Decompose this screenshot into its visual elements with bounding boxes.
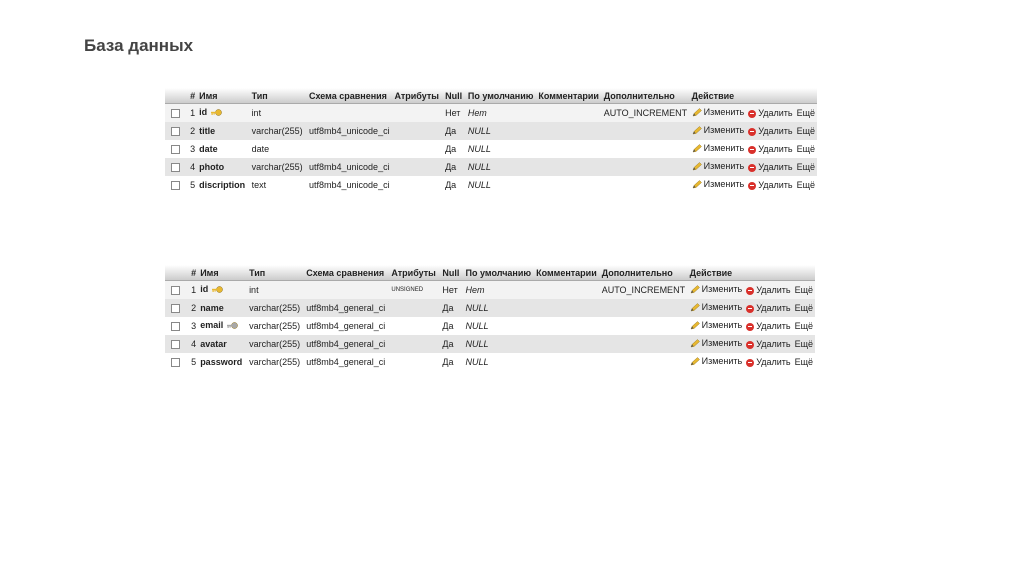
more-button[interactable]: Ещё — [795, 158, 817, 176]
more-button[interactable]: Ещё — [793, 353, 815, 371]
field-attributes — [392, 158, 443, 176]
edit-label: Изменить — [703, 107, 745, 118]
field-type: varchar(255) — [247, 353, 304, 371]
field-type: varchar(255) — [247, 317, 304, 335]
col-header-action: Действие — [688, 265, 815, 281]
field-default: NULL — [466, 158, 536, 176]
col-header-attributes[interactable]: Атрибуты — [389, 265, 440, 281]
col-header-default[interactable]: По умолчанию — [464, 265, 535, 281]
field-type: date — [250, 140, 307, 158]
edit-label: Изменить — [703, 125, 745, 136]
delete-icon — [748, 110, 756, 118]
row-number: 3 — [186, 317, 199, 335]
edit-label: Изменить — [701, 320, 743, 331]
field-name: id — [200, 284, 209, 295]
field-collation: utf8mb4_general_ci — [304, 353, 389, 371]
pencil-icon — [690, 303, 700, 314]
field-type: varchar(255) — [247, 335, 304, 353]
row-checkbox[interactable] — [171, 163, 180, 172]
edit-button[interactable] — [688, 299, 745, 317]
delete-button[interactable] — [744, 335, 792, 353]
edit-button[interactable] — [688, 281, 745, 300]
field-type: int — [250, 104, 307, 123]
col-header-default[interactable]: По умолчанию — [466, 88, 536, 104]
field-default: Нет — [464, 281, 535, 300]
delete-icon — [746, 305, 754, 313]
delete-button[interactable] — [746, 122, 794, 140]
row-checkbox[interactable] — [171, 109, 180, 118]
table-row — [165, 122, 817, 140]
field-attributes — [392, 122, 443, 140]
field-attributes: UNSIGNED — [389, 281, 440, 300]
delete-label: Удалить — [758, 126, 793, 136]
col-header-type[interactable]: Тип — [250, 88, 307, 104]
field-comments — [536, 140, 601, 158]
row-number: 4 — [186, 335, 199, 353]
table-row — [165, 104, 817, 123]
col-header-number: # — [185, 88, 197, 104]
delete-label: Удалить — [756, 303, 791, 313]
table-row — [165, 158, 817, 176]
more-button[interactable]: Ещё — [795, 122, 817, 140]
field-comments — [534, 317, 600, 335]
row-number: 5 — [185, 176, 197, 194]
field-type: int — [247, 281, 304, 300]
col-header-null[interactable]: Null — [443, 88, 466, 104]
more-button[interactable]: Ещё — [793, 299, 815, 317]
edit-button[interactable] — [690, 176, 747, 194]
field-name: discription — [199, 180, 246, 190]
pencil-icon — [692, 126, 702, 137]
delete-button[interactable] — [746, 158, 794, 176]
field-null: Да — [443, 176, 466, 194]
field-name: password — [200, 357, 243, 367]
edit-button[interactable] — [690, 122, 747, 140]
field-extra — [602, 158, 690, 176]
col-header-name[interactable]: Имя — [197, 88, 249, 104]
field-extra — [600, 299, 688, 317]
field-null: Да — [440, 317, 463, 335]
field-default: NULL — [464, 335, 535, 353]
field-extra — [600, 335, 688, 353]
col-header-number: # — [186, 265, 199, 281]
row-number: 4 — [185, 158, 197, 176]
field-comments — [536, 122, 601, 140]
field-attributes — [392, 176, 443, 194]
edit-label: Изменить — [701, 356, 743, 367]
row-number: 2 — [185, 122, 197, 140]
row-checkbox[interactable] — [171, 127, 180, 136]
col-header-collation[interactable]: Схема сравнения — [307, 88, 392, 104]
delete-label: Удалить — [758, 108, 793, 118]
field-type: text — [250, 176, 307, 194]
table-row — [165, 281, 815, 300]
delete-label: Удалить — [756, 321, 791, 331]
delete-label: Удалить — [758, 144, 793, 154]
primary-key-icon — [211, 285, 223, 296]
field-comments — [534, 281, 600, 300]
field-extra — [600, 353, 688, 371]
edit-button[interactable] — [690, 158, 747, 176]
col-header-comments[interactable]: Комментарии — [534, 265, 600, 281]
col-header-null[interactable]: Null — [440, 265, 463, 281]
delete-icon — [748, 182, 756, 190]
table-row — [165, 317, 815, 335]
row-checkbox[interactable] — [171, 286, 180, 295]
field-type: varchar(255) — [250, 122, 307, 140]
field-type: varchar(255) — [250, 158, 307, 176]
col-header-comments[interactable]: Комментарии — [536, 88, 601, 104]
field-attributes — [389, 299, 440, 317]
field-extra: AUTO_INCREMENT — [602, 104, 690, 123]
col-header-name[interactable]: Имя — [198, 265, 247, 281]
field-comments — [534, 335, 600, 353]
col-header-type[interactable]: Тип — [247, 265, 304, 281]
delete-icon — [748, 146, 756, 154]
field-comments — [536, 158, 601, 176]
field-collation: utf8mb4_general_ci — [304, 299, 389, 317]
primary-key-icon — [210, 108, 222, 119]
delete-icon — [746, 287, 754, 295]
more-button[interactable]: Ещё — [795, 104, 817, 123]
row-checkbox[interactable] — [171, 340, 180, 349]
field-collation: utf8mb4_general_ci — [304, 317, 389, 335]
field-collation: utf8mb4_unicode_ci — [307, 122, 392, 140]
field-default: NULL — [464, 353, 535, 371]
delete-icon — [746, 359, 754, 367]
edit-button[interactable] — [690, 104, 747, 123]
pencil-icon — [690, 321, 700, 332]
delete-label: Удалить — [756, 285, 791, 295]
delete-button[interactable] — [746, 176, 794, 194]
unique-key-icon — [226, 321, 238, 332]
delete-icon — [746, 341, 754, 349]
pencil-icon — [692, 180, 702, 191]
field-collation: utf8mb4_general_ci — [304, 335, 389, 353]
delete-button[interactable] — [744, 317, 792, 335]
field-name: photo — [199, 162, 225, 172]
structure-table-1 — [165, 88, 817, 194]
col-header-extra[interactable]: Дополнительно — [602, 88, 690, 104]
edit-label: Изменить — [703, 179, 745, 190]
field-default: Нет — [466, 104, 536, 123]
delete-button[interactable] — [746, 140, 794, 158]
more-button[interactable]: Ещё — [795, 140, 817, 158]
more-button[interactable]: Ещё — [793, 317, 815, 335]
delete-button[interactable] — [746, 104, 794, 123]
field-extra — [602, 140, 690, 158]
field-attributes — [392, 104, 443, 123]
field-default: NULL — [466, 140, 536, 158]
table-row — [165, 353, 815, 371]
field-name: name — [200, 303, 224, 313]
pencil-icon — [692, 108, 702, 119]
field-default: NULL — [466, 176, 536, 194]
field-collation — [307, 140, 392, 158]
field-null: Нет — [440, 281, 463, 300]
table-header-row — [165, 265, 815, 281]
field-null: Да — [440, 353, 463, 371]
edit-label: Изменить — [703, 143, 745, 154]
pencil-icon — [692, 162, 702, 173]
field-collation: utf8mb4_unicode_ci — [307, 158, 392, 176]
delete-label: Удалить — [756, 339, 791, 349]
field-null: Нет — [443, 104, 466, 123]
col-header-extra[interactable]: Дополнительно — [600, 265, 688, 281]
col-header-collation[interactable]: Схема сравнения — [304, 265, 389, 281]
row-checkbox[interactable] — [171, 358, 180, 367]
delete-label: Удалить — [756, 357, 791, 367]
col-header-action: Действие — [690, 88, 817, 104]
edit-label: Изменить — [701, 284, 743, 295]
pencil-icon — [690, 357, 700, 368]
row-checkbox[interactable] — [171, 145, 180, 154]
table-row — [165, 299, 815, 317]
delete-button[interactable] — [744, 281, 792, 300]
delete-icon — [748, 128, 756, 136]
field-default: NULL — [464, 317, 535, 335]
more-button[interactable]: Ещё — [795, 176, 817, 194]
row-number: 1 — [185, 104, 197, 123]
edit-button[interactable] — [690, 140, 747, 158]
field-comments — [534, 299, 600, 317]
field-collation — [304, 281, 389, 300]
edit-button[interactable] — [688, 335, 745, 353]
page-title: База данных — [84, 36, 194, 55]
delete-label: Удалить — [758, 162, 793, 172]
row-checkbox[interactable] — [171, 322, 180, 331]
edit-label: Изменить — [701, 302, 743, 313]
field-comments — [536, 104, 601, 123]
pencil-icon — [692, 144, 702, 155]
field-attributes — [392, 140, 443, 158]
row-checkbox[interactable] — [171, 304, 180, 313]
field-name: date — [199, 144, 218, 154]
field-extra: AUTO_INCREMENT — [600, 281, 688, 300]
delete-button[interactable] — [744, 353, 792, 371]
row-number: 2 — [186, 299, 199, 317]
row-number: 3 — [185, 140, 197, 158]
field-comments — [536, 176, 601, 194]
row-number: 5 — [186, 353, 199, 371]
field-name: avatar — [200, 339, 227, 349]
field-collation: utf8mb4_unicode_ci — [307, 176, 392, 194]
field-null: Да — [443, 158, 466, 176]
delete-button[interactable] — [744, 299, 792, 317]
pencil-icon — [690, 285, 700, 296]
field-collation — [307, 104, 392, 123]
field-null: Да — [440, 335, 463, 353]
field-default: NULL — [466, 122, 536, 140]
edit-label: Изменить — [703, 161, 745, 172]
more-button[interactable]: Ещё — [793, 335, 815, 353]
pencil-icon — [690, 339, 700, 350]
delete-icon — [746, 323, 754, 331]
field-type: varchar(255) — [247, 299, 304, 317]
field-name: id — [199, 107, 208, 118]
field-null: Да — [443, 140, 466, 158]
more-button[interactable]: Ещё — [793, 281, 815, 300]
field-attributes — [389, 335, 440, 353]
field-default: NULL — [464, 299, 535, 317]
structure-table-2 — [165, 265, 815, 371]
field-extra — [602, 176, 690, 194]
edit-button[interactable] — [688, 353, 745, 371]
field-name: email — [200, 320, 224, 331]
field-extra — [602, 122, 690, 140]
field-name: title — [199, 126, 216, 136]
field-attributes — [389, 317, 440, 335]
col-header-attributes[interactable]: Атрибуты — [392, 88, 443, 104]
delete-icon — [748, 164, 756, 172]
field-attributes — [389, 353, 440, 371]
delete-label: Удалить — [758, 180, 793, 190]
field-null: Да — [440, 299, 463, 317]
field-null: Да — [443, 122, 466, 140]
row-checkbox[interactable] — [171, 181, 180, 190]
table-row — [165, 335, 815, 353]
field-comments — [534, 353, 600, 371]
table-row — [165, 140, 817, 158]
field-extra — [600, 317, 688, 335]
edit-button[interactable] — [688, 317, 745, 335]
table-row — [165, 176, 817, 194]
edit-label: Изменить — [701, 338, 743, 349]
row-number: 1 — [186, 281, 199, 300]
table-header-row — [165, 88, 817, 104]
